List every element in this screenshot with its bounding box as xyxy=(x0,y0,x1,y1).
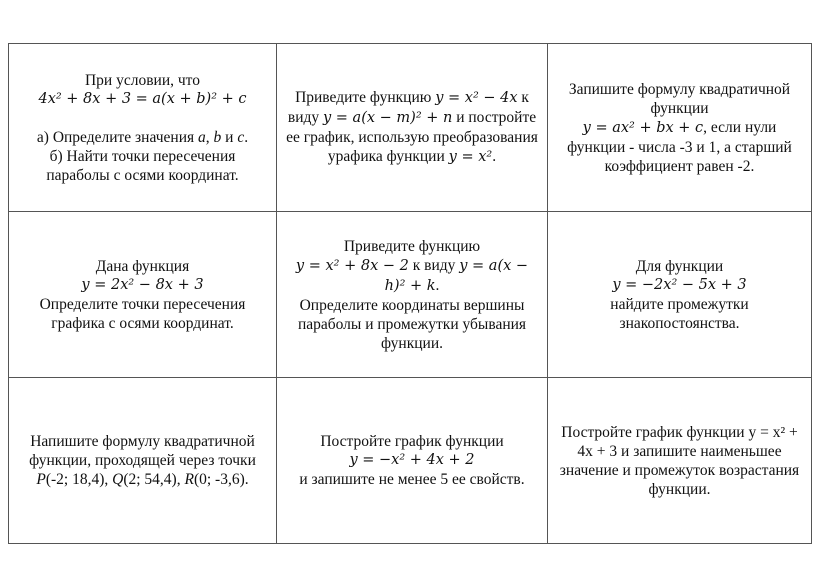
task8-equation: 𝑦 = −𝑥² + 4𝑥 + 2 xyxy=(349,452,475,468)
task-cell-3 xyxy=(548,44,812,212)
task-cell-9 xyxy=(548,378,812,544)
task7-text-1: Напишите формулу квадратичной функции, проходящей через точки xyxy=(29,433,256,469)
task-cell-6 xyxy=(548,212,812,378)
task6-equation: 𝑦 = −2𝑥² − 5𝑥 + 3 xyxy=(612,276,747,293)
task2-eq-1: 𝑦 = 𝑥² − 4𝑥 xyxy=(435,90,518,106)
point-r: R xyxy=(184,471,194,488)
tasks-table xyxy=(8,43,812,544)
task1-part-b: б) Найти точки пересечения параболы с осями координат. xyxy=(46,147,239,184)
task5-eq-1: 𝑦 = 𝑥² + 8𝑥 − 2 xyxy=(295,257,409,274)
task1-equation: 4𝑥² + 8𝑥 + 3 = 𝑎(𝑥 + 𝑏)² + 𝑐 xyxy=(38,90,247,107)
task5-text-1: Приведите функцию xyxy=(343,237,481,255)
task4-equation: 𝑦 = 2𝑥² − 8𝑥 + 3 xyxy=(81,276,204,293)
task1-a-text: а) Определите значения xyxy=(36,128,199,146)
sep: , xyxy=(205,128,214,146)
task2-text-4: . xyxy=(492,148,497,165)
task2-text-2: к виду xyxy=(287,89,529,126)
task5-text-3: . xyxy=(435,276,440,294)
point-q: Q xyxy=(112,471,124,488)
task2-text-3: и постройте ее график, использую преобразования урафика функции xyxy=(286,109,538,165)
task-cell-2 xyxy=(277,44,548,212)
task6-text-2: найдите промежутки знакопостоянства. xyxy=(610,295,749,332)
point-r-coords: (0; -3,6). xyxy=(193,471,249,488)
task3-equation: 𝑦 = 𝑎𝑥² + 𝑏𝑥 + 𝑐 xyxy=(582,119,704,136)
point-p: P xyxy=(36,471,46,488)
task5-text-2: к виду xyxy=(408,256,460,274)
task5-text-4: Определите координаты вершины параболы и промежутки убывания функции. xyxy=(297,296,527,352)
task6-text-1: Для функции xyxy=(635,257,724,275)
task1-part-a xyxy=(17,128,268,147)
task9-text: Постройте график функции у = х² + 4х + 3 и запишите наименьшее значение и промежуток возрастания функции. xyxy=(559,423,800,498)
var-a: a xyxy=(198,128,206,146)
task4-text-1: Дана функция xyxy=(95,257,190,275)
task8-text-2: и запишите не менее 5 ее свойств. xyxy=(299,471,525,488)
var-c: c xyxy=(237,128,245,146)
task8-text-1: Постройте график функции xyxy=(320,433,504,450)
point-q-coords: (2; 54,4), xyxy=(123,471,185,488)
task1-intro: При условии, что xyxy=(84,71,200,89)
task2-eq-3: 𝑦 = 𝑥² xyxy=(448,149,493,165)
point-p-coords: (-2; 18,4), xyxy=(45,471,113,488)
task-cell-1 xyxy=(9,44,277,212)
task-cell-7 xyxy=(9,378,277,544)
task-cell-8 xyxy=(277,378,548,544)
task4-text-2: Определите точки пересечения графика с осями координат. xyxy=(39,295,246,332)
period: . xyxy=(244,128,249,146)
task3-text-2: , если нули функции - числа -3 и 1, а старший коэффициент равен -2. xyxy=(567,118,792,175)
task5-eq-2: 𝑦 = 𝑎(𝑥 − ℎ)² + 𝑘 xyxy=(384,257,529,294)
task2-eq-2: 𝑦 = 𝑎(𝑥 − 𝑚)² + 𝑛 xyxy=(323,110,453,126)
task3-text-1: Запишите формулу квадратичной функции xyxy=(568,80,791,117)
task-cell-5 xyxy=(277,212,548,378)
task-cell-4 xyxy=(9,212,277,378)
var-b: b xyxy=(213,128,222,146)
and: и xyxy=(221,128,238,146)
task2-text-1: Приведите функцию xyxy=(295,89,436,106)
